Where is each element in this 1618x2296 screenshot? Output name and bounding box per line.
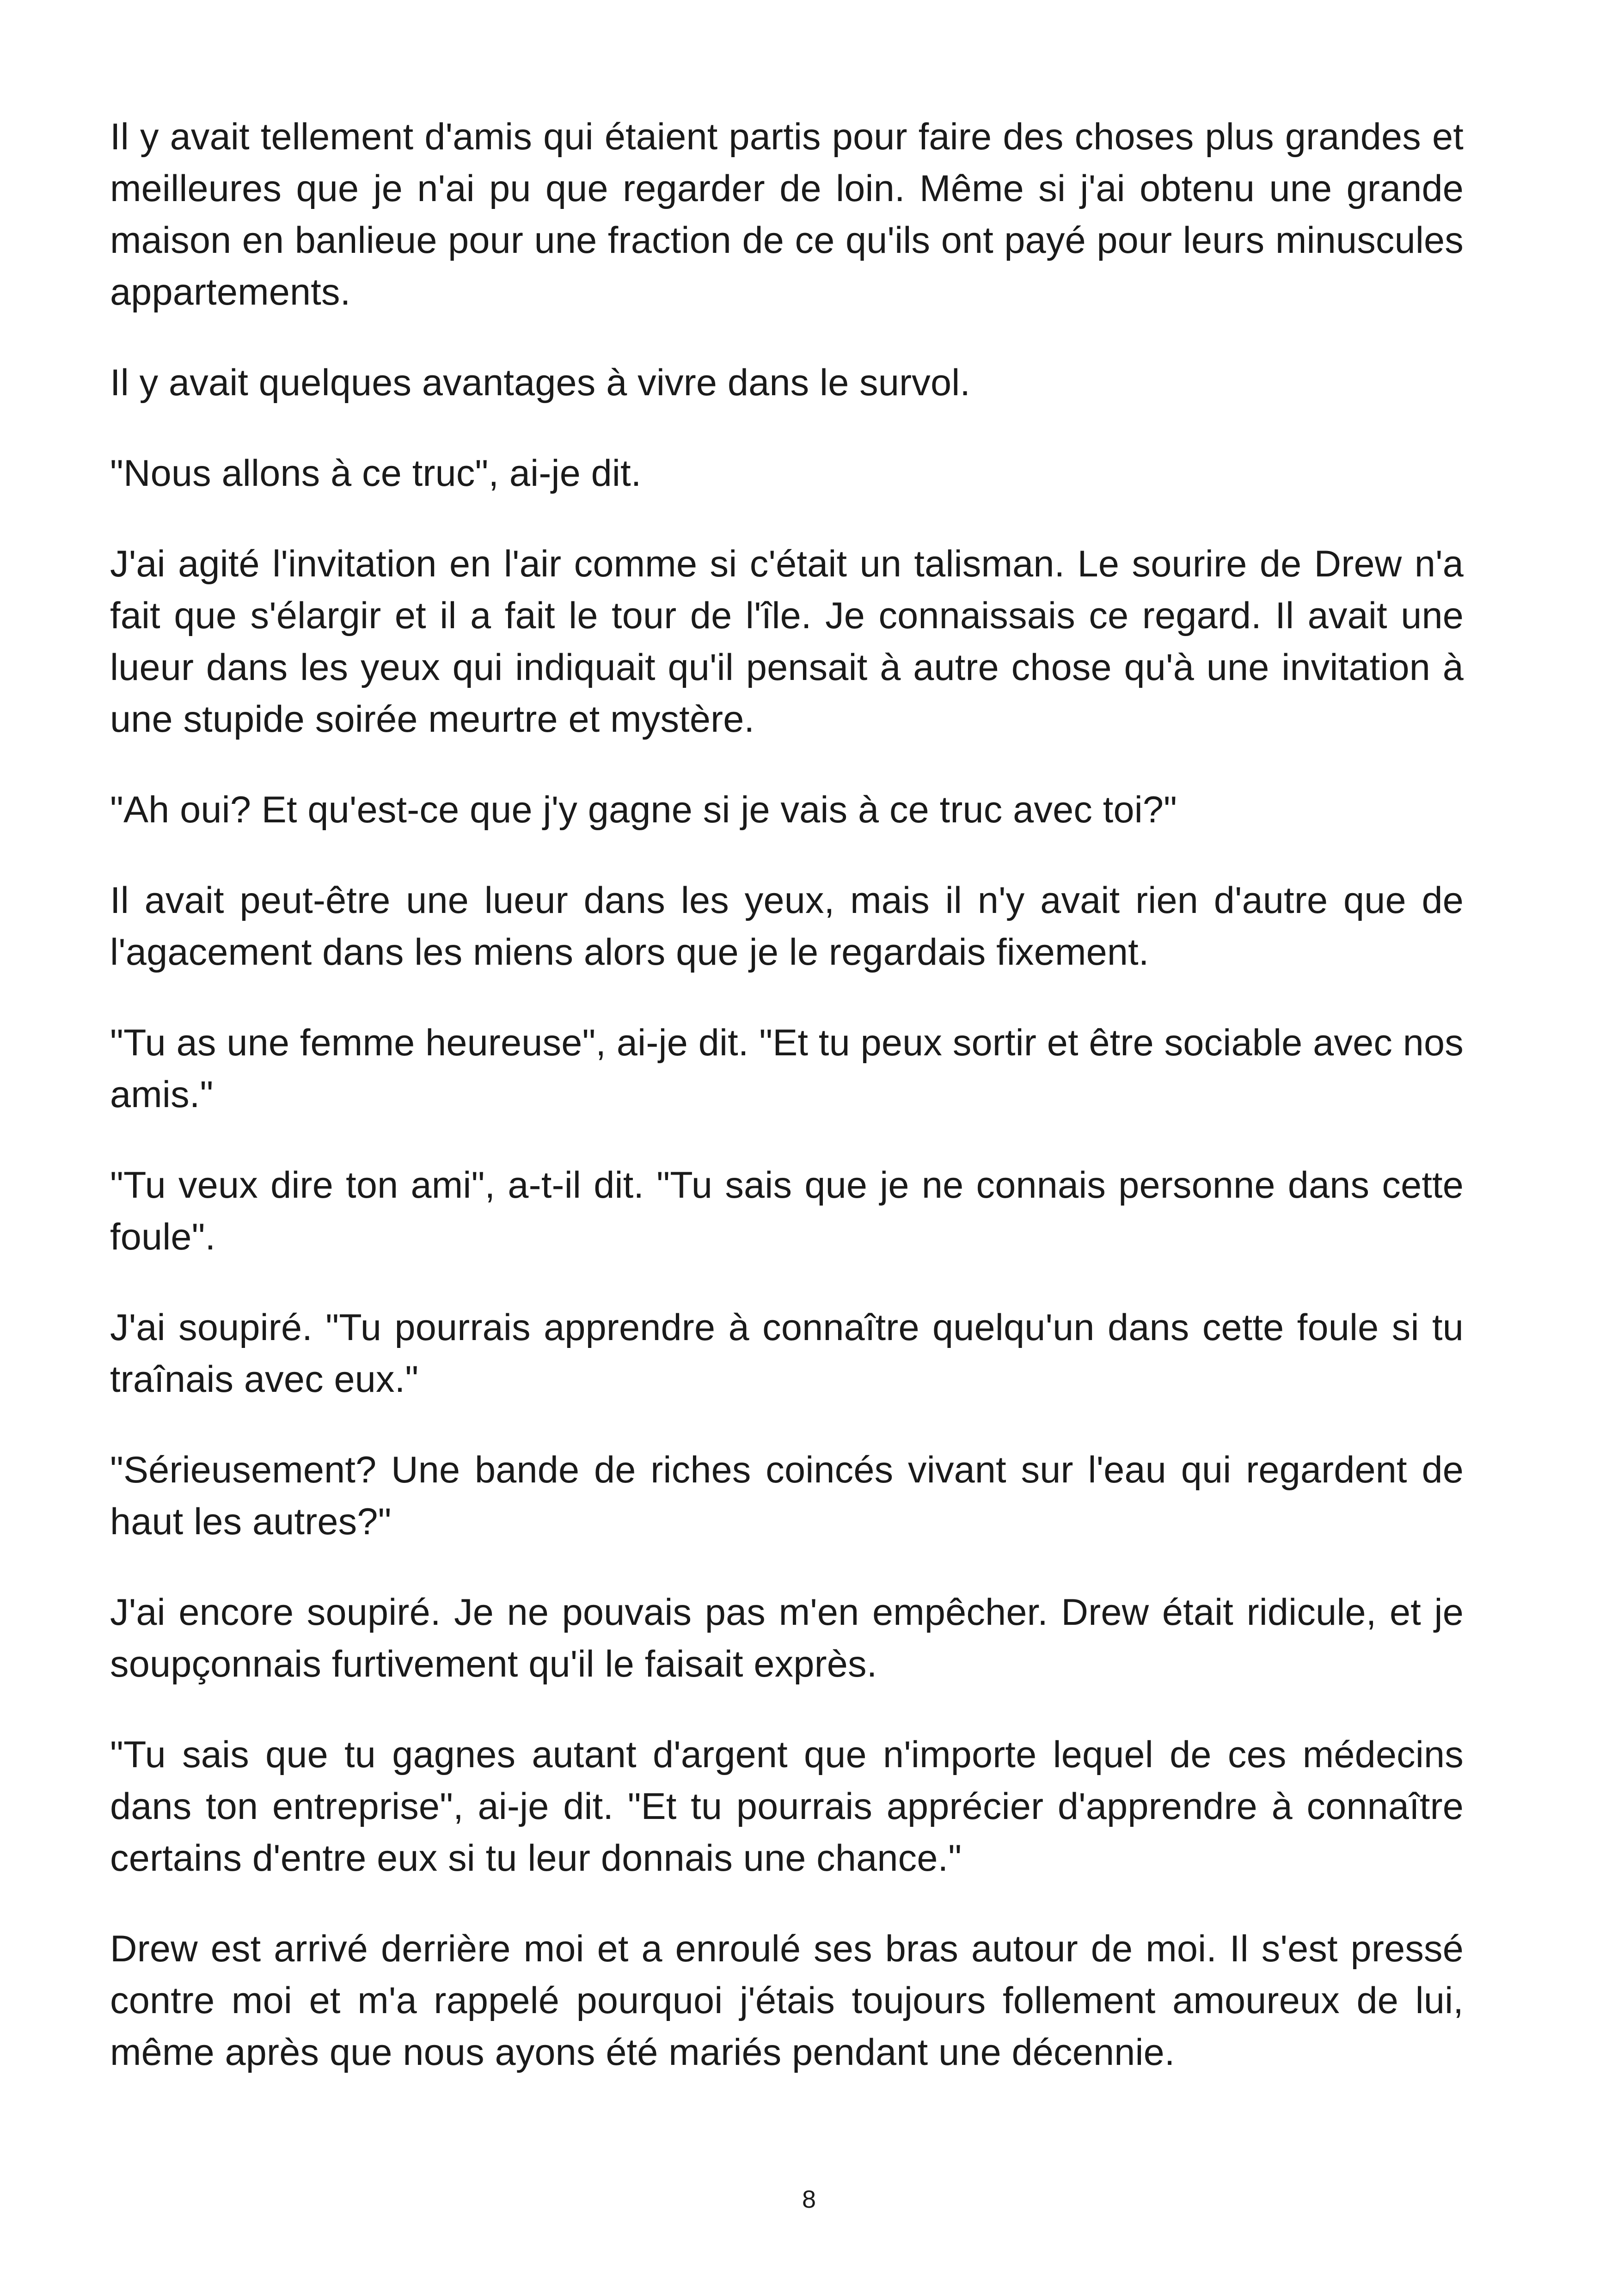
paragraph-7: "Tu as une femme heureuse", ai-je dit. "Et tu peux sortir et être sociable avec nos amis." (110, 1022, 1464, 1115)
body-text (110, 111, 1464, 2117)
paragraph-8: "Tu veux dire ton ami", a-t-il dit. "Tu sais que je ne connais personne dans cette foule". (110, 1164, 1464, 1258)
paragraph-5: "Ah oui? Et qu'est-ce que j'y gagne si je vais à ce truc avec toi?" (110, 789, 1177, 831)
paragraph-9: J'ai soupiré. "Tu pourrais apprendre à connaître quelqu'un dans cette foule si tu traînais avec eux." (110, 1307, 1464, 1400)
paragraph-6: Il avait peut-être une lueur dans les yeux, mais il n'y avait rien d'autre que de l'agacement dans les miens alors que je le regardais fixement. (110, 880, 1464, 973)
paragraph-1: Il y avait tellement d'amis qui étaient partis pour faire des choses plus grandes et meilleures que je n'ai pu que regarder de loin. Même si j'ai obtenu une grande maison en banlieue pour une fraction de ce qu'ils ont payé pour leurs minuscules appartements. (110, 116, 1464, 313)
paragraph-10: "Sérieusement? Une bande de riches coincés vivant sur l'eau qui regardent de haut les autres?" (110, 1449, 1464, 1543)
page-number: 8 (802, 2186, 816, 2213)
paragraph-4: J'ai agité l'invitation en l'air comme si c'était un talisman. Le sourire de Drew n'a fait que s'élargir et il a fait le tour de l'île. Je connaissais ce regard. Il avait une lueur dans les yeux qui indiquait qu'il pensait à autre chose qu'à une invitation à une stupide soirée meurtre et mystère. (110, 543, 1464, 740)
paragraph-3: "Nous allons à ce truc", ai-je dit. (110, 453, 642, 494)
paragraph-12: "Tu sais que tu gagnes autant d'argent que n'importe lequel de ces médecins dans ton entreprise", ai-je dit. "Et tu pourrais apprécier d'apprendre à connaître certains d'entre eux si tu leur donnais une chance." (110, 1734, 1464, 1879)
paragraph-13: Drew est arrivé derrière moi et a enroulé ses bras autour de moi. Il s'est pressé contre moi et m'a rappelé pourquoi j'étais toujours follement amoureux de lui, même après que nous ayons été mariés pendant une décennie. (110, 1928, 1464, 2073)
paragraph-2: Il y avait quelques avantages à vivre dans le survol. (110, 362, 971, 404)
paragraph-11: J'ai encore soupiré. Je ne pouvais pas m'en empêcher. Drew était ridicule, et je soupçonnais furtivement qu'il le faisait exprès. (110, 1592, 1464, 1685)
